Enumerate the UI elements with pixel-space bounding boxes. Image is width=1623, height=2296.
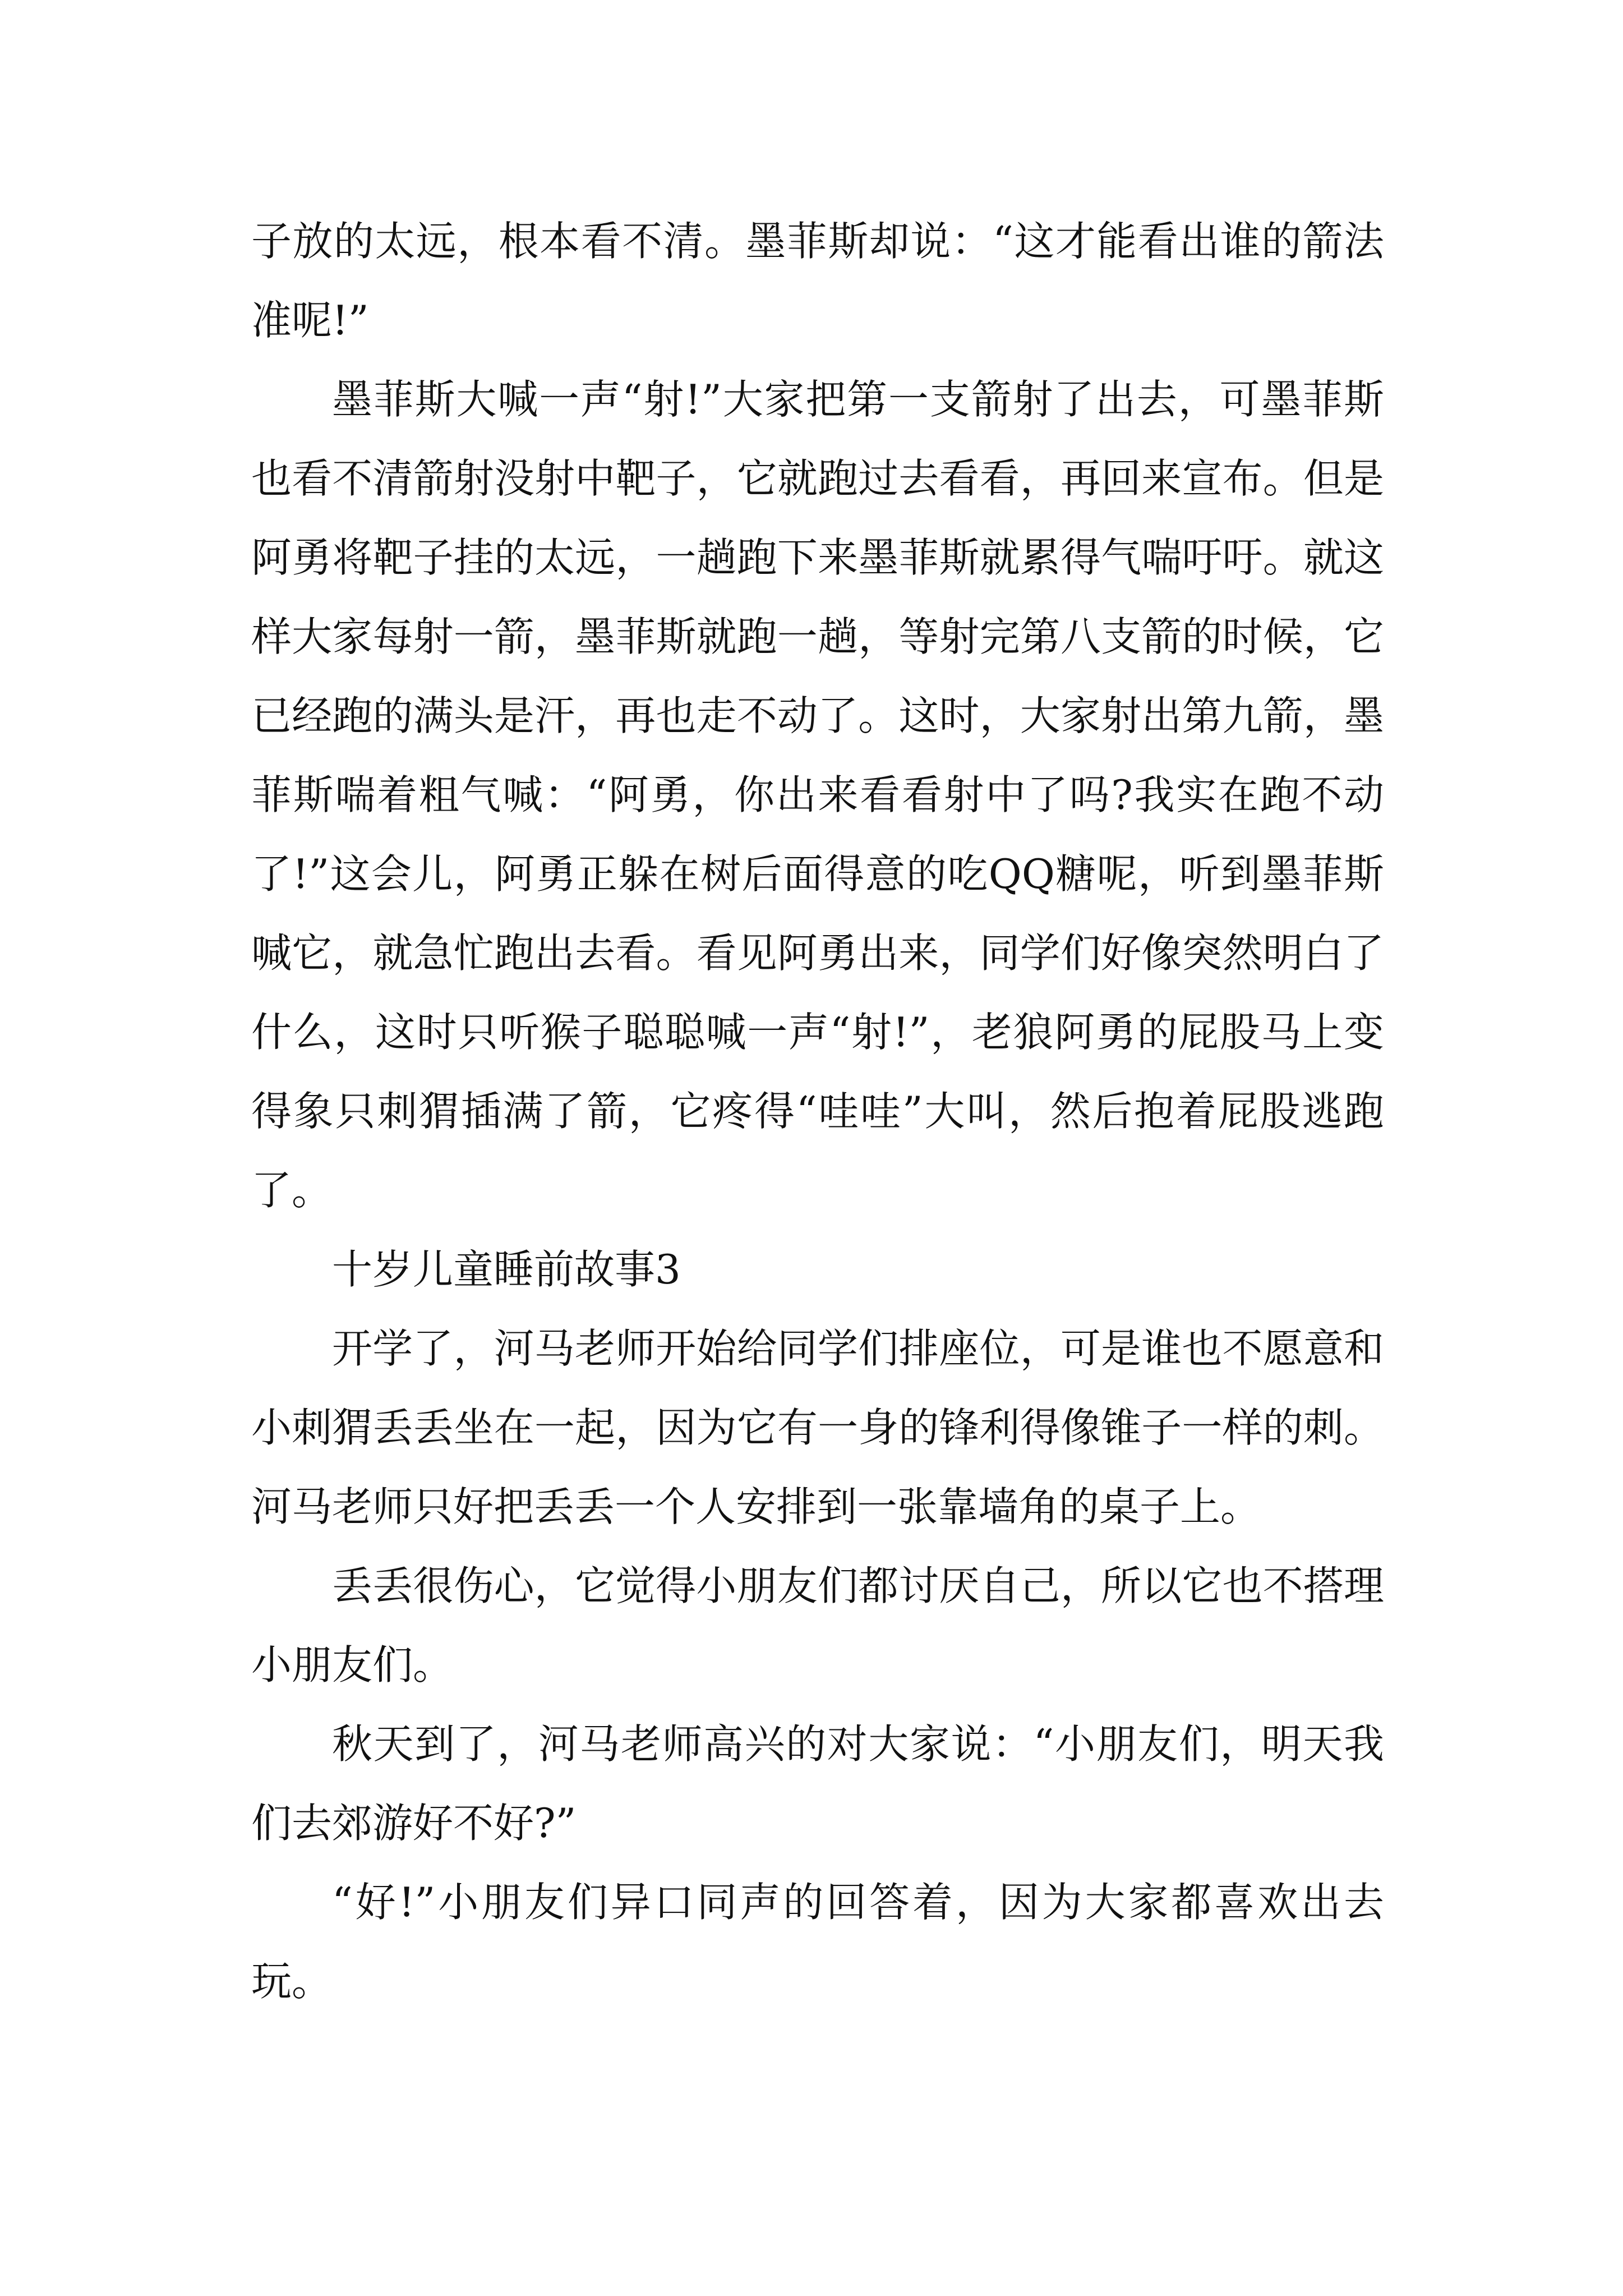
paragraph-1: 子放的太远，根本看不清。墨菲斯却说：“这才能看出谁的箭法准呢!” [251, 218, 1384, 344]
section-heading: 十岁儿童睡前故事3 [332, 1246, 681, 1293]
paragraph-4: 丢丢很伤心，它觉得小朋友们都讨厌自己，所以它也不搭理小朋友们。 [251, 1562, 1384, 1688]
paragraph-3: 开学了，河马老师开始给同学们排座位，可是谁也不愿意和小刺猬丢丢坐在一起，因为它有一身的锋利得像锥子一样的刺。河马老师只好把丢丢一个人安排到一张靠墙角的桌子上。 [251, 1325, 1384, 1530]
paragraph-6: “好!”小朋友们异口同声的回答着，因为大家都喜欢出去玩。 [251, 1879, 1384, 2005]
paragraph-2: 墨菲斯大喊一声“射!”大家把第一支箭射了出去，可墨菲斯也看不清箭射没射中靶子，它就跑过去看看，再回来宣布。但是阿勇将靶子挂的太远，一趟跑下来墨菲斯就累得气喘吁吁。就这样大家每射一箭，墨菲斯就跑一趟，等射完第八支箭的时候，它已经跑的满头是汗，再也走不动了。这时，大家射出第九箭，墨菲斯喘着粗气喊：“阿勇，你出来看看射中了吗?我实在跑不动了!”这会儿，阿勇正躲在树后面得意的吃QQ糖呢，听到墨菲斯喊它，就急忙跑出去看。看见阿勇出来，同学们好像突然明白了什么，这时只听猴子聪聪喊一声“射!”，老狼阿勇的屁股马上变得象只刺猬插满了箭，它疼得“哇哇”大叫，然后抱着屁股逃跑了。 [251, 376, 1384, 1214]
document-page [251, 202, 1384, 2021]
paragraph-5: 秋天到了，河马老师高兴的对大家说：“小朋友们，明天我们去郊游好不好?” [251, 1720, 1384, 1847]
